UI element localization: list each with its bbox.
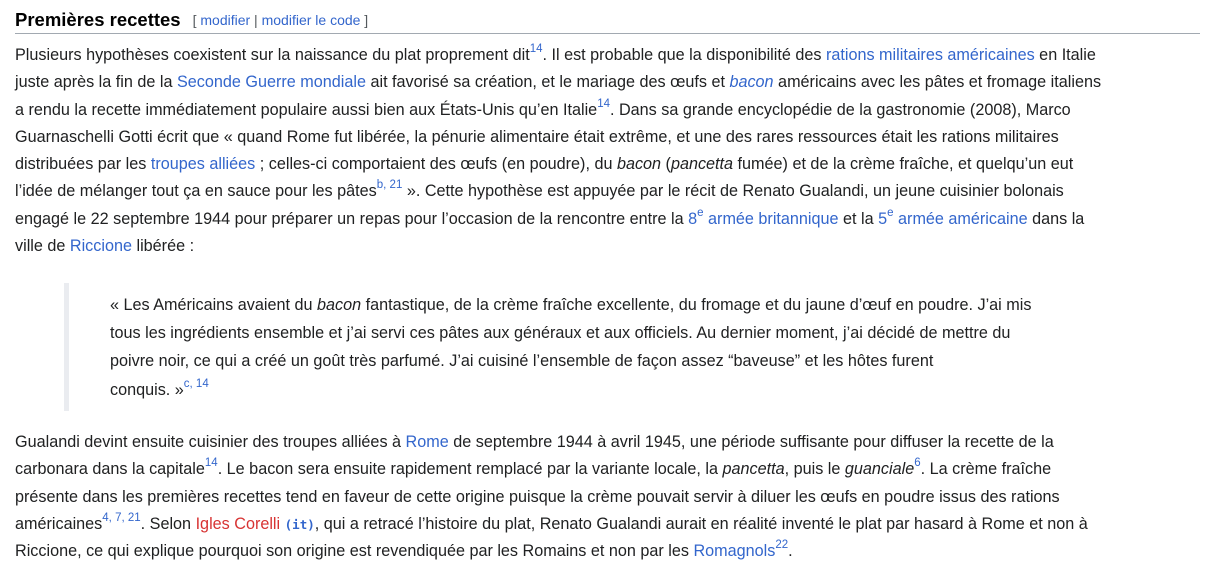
edit-bracket-close: ] bbox=[360, 12, 369, 28]
edit-code-link[interactable]: modifier le code bbox=[261, 12, 361, 28]
link-riccione[interactable]: Riccione bbox=[69, 237, 132, 256]
text: , qui a retracé l’histoire du plat, Renato Gualandi aurait en réalité inventé le plat par hasard à Rome et non à bbox=[314, 514, 1088, 533]
text: ». Cette hypothèse est appuyée par le récit de Renato Gualandi, un jeune cuisinier bolonais bbox=[402, 182, 1064, 201]
text: . Le bacon sera ensuite rapidement remplacé par la variante locale, la bbox=[217, 460, 723, 479]
text: distribuées par les bbox=[15, 155, 151, 174]
link-8e-armee-britannique[interactable] bbox=[688, 206, 839, 228]
section-heading bbox=[15, 6, 1200, 34]
reference-link[interactable]: 4, 7, 21 bbox=[102, 511, 141, 524]
text: ait favorisé sa création, et le mariage des œufs et bbox=[365, 73, 730, 92]
text: ( bbox=[661, 155, 671, 174]
text: Plusieurs hypothèses coexistent sur la naissance du plat proprement dit bbox=[15, 46, 530, 64]
italic-text: guanciale bbox=[844, 460, 915, 479]
text-line bbox=[15, 124, 1101, 151]
text-line bbox=[15, 484, 1088, 511]
text: fantastique, de la crème fraîche excellente, du fromage et du jaune d’œuf en poudre. J’ai mis bbox=[361, 296, 1032, 314]
link-text[interactable]: armée américaine bbox=[893, 209, 1028, 228]
text: de septembre 1944 à avril 1945, une période suffisante pour diffuser la recette de la bbox=[448, 433, 1054, 451]
ordinal-sup[interactable]: e bbox=[697, 206, 704, 219]
reference-link[interactable]: 14 bbox=[204, 457, 218, 470]
section-title: Premières recettes bbox=[15, 9, 181, 30]
text-line bbox=[15, 206, 1101, 233]
reference-link[interactable]: 14 bbox=[529, 43, 543, 55]
text: Guarnaschelli Gotti écrit que « quand Rome fut libérée, la pénurie alimentaire était extrême, et une des rares ressources était les rations militaires bbox=[15, 127, 1059, 146]
text-line bbox=[110, 319, 1031, 347]
reference[interactable] bbox=[530, 43, 543, 55]
text: conquis. » bbox=[110, 380, 184, 399]
quote-text bbox=[110, 291, 1031, 404]
text-line bbox=[15, 97, 1101, 124]
text: juste après la fin de la bbox=[15, 73, 177, 92]
text-line bbox=[15, 429, 1088, 456]
link-rome[interactable]: Rome bbox=[405, 433, 449, 451]
text: en Italie bbox=[1034, 46, 1096, 64]
italic-text: pancetta bbox=[670, 155, 734, 174]
link-rations-militaires[interactable]: rations militaires américaines bbox=[825, 46, 1035, 64]
text-line bbox=[15, 151, 1101, 178]
text: ; celles-ci comportaient des œufs (en poudre), du bbox=[255, 155, 617, 174]
text: poivre noir, ce qui a créé un goût très parfumé. J’ai cuisiné l’ensemble de façon assez “baveuse” et les hôtes furent bbox=[110, 352, 934, 371]
link-text[interactable]: 8 bbox=[688, 209, 698, 228]
text: tous les ingrédients ensemble et j’ai servi ces pâtes aux généraux et aux officiels. Au dernier moment, j’ai décidé de mettre du bbox=[110, 324, 1011, 343]
text: carbonara dans la capitale bbox=[15, 460, 205, 479]
reference-link[interactable]: 14 bbox=[597, 97, 610, 110]
text: « Les Américains avaient du bbox=[110, 296, 317, 314]
link-5e-armee-americaine[interactable] bbox=[878, 206, 1028, 228]
italic-text: pancetta bbox=[722, 460, 785, 479]
reference[interactable] bbox=[775, 539, 788, 551]
text: Riccione, ce qui explique pourquoi son origine est revendiquée par les Romains et non par les bbox=[15, 542, 694, 561]
paragraph-2 bbox=[15, 429, 1088, 565]
text-line bbox=[110, 347, 1031, 375]
reference[interactable] bbox=[377, 179, 403, 191]
text-line bbox=[15, 69, 1101, 96]
link-bacon[interactable]: bacon bbox=[729, 73, 774, 92]
link-troupes-alliees[interactable]: troupes alliées bbox=[150, 155, 256, 174]
text-line bbox=[15, 178, 1101, 205]
text-line bbox=[15, 42, 1101, 69]
blockquote bbox=[64, 283, 1129, 411]
text: , puis le bbox=[784, 460, 845, 479]
reference[interactable] bbox=[205, 457, 218, 469]
reference[interactable] bbox=[597, 98, 610, 110]
italic-text: bacon bbox=[616, 155, 662, 174]
interlanguage-link-it[interactable]: (it) bbox=[284, 516, 315, 532]
reference-link[interactable]: b, 21 bbox=[376, 179, 403, 192]
text: . Il est probable que la disponibilité des bbox=[542, 46, 826, 64]
reference[interactable] bbox=[102, 512, 140, 524]
text: et la bbox=[838, 209, 879, 228]
redlink-igles-corelli[interactable]: Igles Corelli bbox=[195, 514, 281, 533]
text-line bbox=[15, 511, 1088, 538]
reference[interactable] bbox=[184, 378, 209, 390]
text: dans la bbox=[1027, 209, 1085, 228]
text: l’idée de mélanger tout ça en sauce pour les pâtes bbox=[15, 182, 377, 201]
paragraph-1 bbox=[15, 42, 1101, 260]
text-line bbox=[15, 538, 1088, 565]
link-text[interactable]: 5 bbox=[878, 209, 888, 228]
text: fumée) et de la crème fraîche, et quelqu’un eut bbox=[733, 155, 1074, 174]
text: américains avec les pâtes et fromage italiens bbox=[773, 73, 1102, 92]
text-line bbox=[110, 291, 1031, 319]
reference-link[interactable]: 6 bbox=[914, 457, 921, 470]
ordinal-sup[interactable]: e bbox=[887, 206, 894, 219]
link-text[interactable]: armée britannique bbox=[703, 209, 839, 228]
text: . La crème fraîche bbox=[920, 460, 1052, 479]
text: a rendu la recette immédiatement populaire aussi bien aux États-Unis qu’en Italie bbox=[15, 100, 598, 119]
link-romagnols[interactable]: Romagnols bbox=[693, 542, 776, 561]
edit-link[interactable]: modifier bbox=[200, 12, 251, 28]
italic-text: bacon bbox=[316, 296, 362, 314]
reference-link[interactable]: 22 bbox=[775, 539, 789, 552]
text: présente dans les premières recettes tend en faveur de cette origine puisque la crème pouvait servir à diluer les œufs en poudre issus des rations bbox=[15, 487, 1060, 506]
text-line bbox=[15, 233, 1101, 260]
text: ville de bbox=[15, 237, 70, 256]
text: . bbox=[788, 542, 793, 561]
text-line bbox=[15, 456, 1088, 483]
text: . Dans sa grande encyclopédie de la gastronomie (2008), Marco bbox=[609, 100, 1071, 119]
text: Gualandi devint ensuite cuisinier des troupes alliées à bbox=[15, 433, 406, 451]
edit-bracket-open: [ bbox=[192, 12, 201, 28]
text: américaines bbox=[15, 514, 103, 533]
text-line bbox=[110, 376, 1031, 404]
edit-separator: | bbox=[250, 12, 262, 28]
text: libérée : bbox=[131, 237, 195, 256]
text: engagé le 22 septembre 1944 pour préparer un repas pour l’occasion de la rencontre entre la bbox=[15, 209, 689, 228]
text: . Selon bbox=[140, 514, 196, 533]
link-seconde-guerre-mondiale[interactable]: Seconde Guerre mondiale bbox=[176, 73, 366, 92]
edit-section-links bbox=[193, 12, 369, 28]
reference-link[interactable]: c, 14 bbox=[183, 377, 209, 390]
